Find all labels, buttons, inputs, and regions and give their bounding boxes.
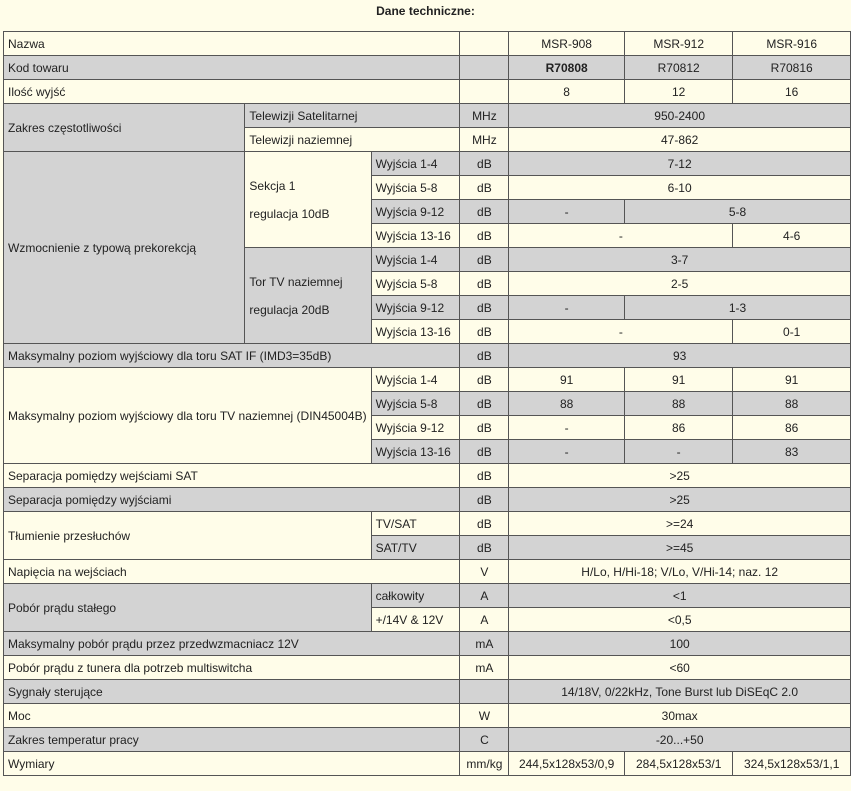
page-title: Dane techniczne: xyxy=(376,4,475,18)
value-cell: - xyxy=(509,416,625,440)
label-sepout: Separacja pomiędzy wyjściami xyxy=(4,488,460,512)
value-cell: 2-5 xyxy=(509,272,851,296)
row-sepout xyxy=(4,488,851,512)
value-cell: 6-10 xyxy=(509,176,851,200)
value-cell: 91 xyxy=(733,368,851,392)
label-sepsat: Separacja pomiędzy wejściami SAT xyxy=(4,464,460,488)
unit-empty xyxy=(460,56,509,80)
unit-cell: MHz xyxy=(460,128,509,152)
row-napiecia xyxy=(4,560,851,584)
section-tv-title: Tor TV naziemnej xyxy=(249,274,343,289)
section-tv-reg: regulacja 20dB xyxy=(249,302,330,317)
value-cell: >=45 xyxy=(509,536,851,560)
value-cell: H/Lo, H/Hi-18; V/Lo, V/Hi-14; naz. 12 xyxy=(509,560,851,584)
output-label: Wyjścia 13-16 xyxy=(371,440,460,464)
label-sygnaly: Sygnały sterujące xyxy=(4,680,460,704)
unit-cell: dB xyxy=(460,344,509,368)
unit-cell: dB xyxy=(460,368,509,392)
output-label: Wyjścia 5-8 xyxy=(371,392,460,416)
dims-912: 284,5x128x53/1 xyxy=(624,752,732,776)
section-1 xyxy=(245,152,371,248)
row-temp xyxy=(4,728,851,752)
value-cell: >25 xyxy=(509,464,851,488)
row-wymiary xyxy=(4,752,851,776)
label-napiecia: Napięcia na wejściach xyxy=(4,560,460,584)
dims-916: 324,5x128x53/1,1 xyxy=(733,752,851,776)
unit-empty xyxy=(460,80,509,104)
row-maxpre xyxy=(4,632,851,656)
unit-cell: dB xyxy=(460,392,509,416)
sublabel-cell: SAT/TV xyxy=(371,536,460,560)
row-wzm-s1-1 xyxy=(4,152,851,176)
unit-cell: dB xyxy=(460,440,509,464)
unit-cell: MHz xyxy=(460,104,509,128)
unit-cell: dB xyxy=(460,248,509,272)
value-cell: 86 xyxy=(624,416,732,440)
value-cell: 0-1 xyxy=(733,320,851,344)
unit-cell: C xyxy=(460,728,509,752)
outputs-916: 16 xyxy=(733,80,851,104)
section-1-title: Sekcja 1 xyxy=(249,178,296,193)
unit-cell: dB xyxy=(460,272,509,296)
value-cell: 86 xyxy=(733,416,851,440)
row-sygnaly xyxy=(4,680,851,704)
unit-cell: V xyxy=(460,560,509,584)
label-maxsat: Maksymalny poziom wyjściowy dla toru SAT IF (IMD3=35dB) xyxy=(4,344,460,368)
sublabel-sat: Telewizji Satelitarnej xyxy=(245,104,460,128)
value-cell: >25 xyxy=(509,488,851,512)
model-908: MSR-908 xyxy=(509,32,625,56)
row-kod xyxy=(4,56,851,80)
unit-cell: mA xyxy=(460,632,509,656)
unit-cell: dB xyxy=(460,200,509,224)
code-908: R70808 xyxy=(509,56,625,80)
label-wymiary: Wymiary xyxy=(4,752,460,776)
label-kod: Kod towaru xyxy=(4,56,460,80)
row-nazwa xyxy=(4,32,851,56)
output-label: Wyjścia 13-16 xyxy=(371,320,460,344)
value-cell: - xyxy=(509,440,625,464)
code-916: R70816 xyxy=(733,56,851,80)
value-cell: 1-3 xyxy=(624,296,850,320)
unit-cell: dB xyxy=(460,320,509,344)
value-cell: 93 xyxy=(509,344,851,368)
value-cell: 91 xyxy=(624,368,732,392)
row-sepsat xyxy=(4,464,851,488)
value-cell: -20...+50 xyxy=(509,728,851,752)
value-cell: - xyxy=(509,224,733,248)
value-cell: - xyxy=(509,320,733,344)
label-wzmocnienie: Wzmocnienie z typową prekorekcją xyxy=(4,152,245,344)
unit-cell: dB xyxy=(460,152,509,176)
unit-cell: dB xyxy=(460,416,509,440)
output-label: Wyjścia 9-12 xyxy=(371,200,460,224)
unit-cell: dB xyxy=(460,536,509,560)
value-cell: 83 xyxy=(733,440,851,464)
value-cell: 5-8 xyxy=(624,200,850,224)
value-cell: 47-862 xyxy=(509,128,851,152)
label-zakres: Zakres częstotliwości xyxy=(4,104,245,152)
value-cell: 7-12 xyxy=(509,152,851,176)
row-maxtv-1 xyxy=(4,368,851,392)
row-tuner xyxy=(4,656,851,680)
label-temp: Zakres temperatur pracy xyxy=(4,728,460,752)
output-label: Wyjścia 5-8 xyxy=(371,272,460,296)
value-cell: - xyxy=(624,440,732,464)
value-cell: 88 xyxy=(509,392,625,416)
row-pobor-1 xyxy=(4,584,851,608)
unit-cell: dB xyxy=(460,512,509,536)
value-cell: 88 xyxy=(733,392,851,416)
output-label: Wyjścia 1-4 xyxy=(371,248,460,272)
unit-cell: dB xyxy=(460,488,509,512)
value-cell: 100 xyxy=(509,632,851,656)
dims-908: 244,5x128x53/0,9 xyxy=(509,752,625,776)
value-cell: 91 xyxy=(509,368,625,392)
outputs-908: 8 xyxy=(509,80,625,104)
row-moc xyxy=(4,704,851,728)
model-916: MSR-916 xyxy=(733,32,851,56)
value-cell: <60 xyxy=(509,656,851,680)
value-cell: 950-2400 xyxy=(509,104,851,128)
model-912: MSR-912 xyxy=(624,32,732,56)
value-cell: >=24 xyxy=(509,512,851,536)
value-cell: <0,5 xyxy=(509,608,851,632)
unit-cell: dB xyxy=(460,176,509,200)
output-label: Wyjścia 13-16 xyxy=(371,224,460,248)
value-cell: 3-7 xyxy=(509,248,851,272)
unit-cell xyxy=(460,680,509,704)
value-cell: 14/18V, 0/22kHz, Tone Burst lub DiSEqC 2.0 xyxy=(509,680,851,704)
unit-cell: A xyxy=(460,584,509,608)
label-maxpre: Maksymalny pobór prądu przez przedwzmacniacz 12V xyxy=(4,632,460,656)
label-pobor: Pobór prądu stałego xyxy=(4,584,372,632)
output-label: Wyjścia 5-8 xyxy=(371,176,460,200)
code-912: R70812 xyxy=(624,56,732,80)
value-cell: <1 xyxy=(509,584,851,608)
unit-cell: dB xyxy=(460,224,509,248)
row-ilosc xyxy=(4,80,851,104)
unit-cell: dB xyxy=(460,464,509,488)
value-cell: - xyxy=(509,296,625,320)
label-nazwa: Nazwa xyxy=(4,32,460,56)
row-maxsat xyxy=(4,344,851,368)
label-tuner: Pobór prądu z tunera dla potrzeb multiswitcha xyxy=(4,656,460,680)
output-label: Wyjścia 9-12 xyxy=(371,296,460,320)
unit-cell: mm/kg xyxy=(460,752,509,776)
value-cell: 4-6 xyxy=(733,224,851,248)
sublabel-cell: TV/SAT xyxy=(371,512,460,536)
section-1-reg: regulacja 10dB xyxy=(249,206,330,221)
spec-table xyxy=(3,31,851,776)
outputs-912: 12 xyxy=(624,80,732,104)
sublabel-cell: +/14V & 12V xyxy=(371,608,460,632)
value-cell: 30max xyxy=(509,704,851,728)
value-cell: 88 xyxy=(624,392,732,416)
label-moc: Moc xyxy=(4,704,460,728)
unit-cell: A xyxy=(460,608,509,632)
unit-empty xyxy=(460,32,509,56)
value-cell: - xyxy=(509,200,625,224)
unit-cell: W xyxy=(460,704,509,728)
label-tlumienie: Tłumienie przesłuchów xyxy=(4,512,372,560)
output-label: Wyjścia 9-12 xyxy=(371,416,460,440)
sublabel-ter: Telewizji naziemnej xyxy=(245,128,460,152)
output-label: Wyjścia 1-4 xyxy=(371,368,460,392)
unit-cell: dB xyxy=(460,296,509,320)
row-zakres-sat xyxy=(4,104,851,128)
section-tv xyxy=(245,248,371,344)
output-label: Wyjścia 1-4 xyxy=(371,152,460,176)
unit-cell: mA xyxy=(460,656,509,680)
label-ilosc: Ilość wyjść xyxy=(4,80,460,104)
row-tlum-1 xyxy=(4,512,851,536)
sublabel-cell: całkowity xyxy=(371,584,460,608)
label-maxtv: Maksymalny poziom wyjściowy dla toru TV naziemnej (DIN45004B) xyxy=(4,368,372,464)
